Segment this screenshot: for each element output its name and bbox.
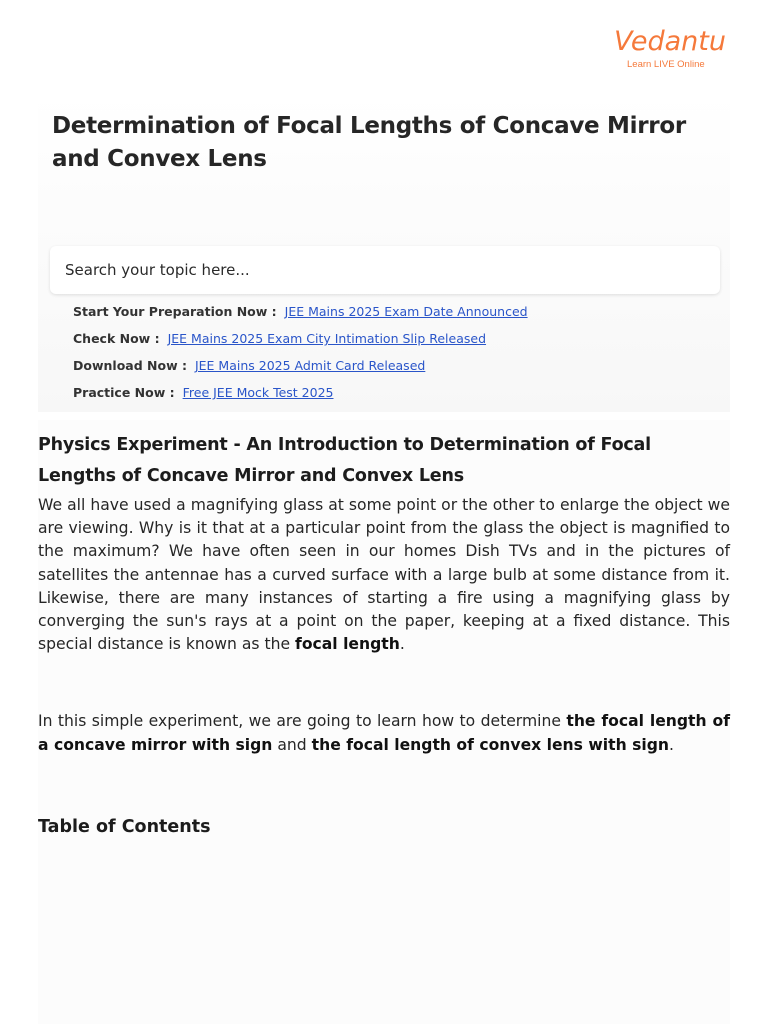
intro-paragraph (38, 494, 730, 656)
convex-lens-term: the focal length of convex lens with sign (311, 735, 669, 754)
notice-row (73, 298, 713, 325)
section-heading: Physics Experiment - An Introduction to Determination of Focal Lengths of Concave Mirror and Convex Lens (38, 435, 651, 486)
logo-tagline: Learn LIVE Online (627, 59, 705, 70)
experiment-paragraph (38, 710, 730, 756)
article-content (38, 430, 730, 837)
notice-label: Start Your Preparation Now : (73, 304, 277, 319)
toc-heading: Table of Contents (38, 816, 211, 837)
notice-link-exam-date[interactable]: JEE Mains 2025 Exam Date Announced (284, 304, 528, 319)
notice-label: Practice Now : (73, 385, 175, 400)
logo-wordmark: Vedantu (614, 26, 726, 57)
page-title: Determination of Focal Lengths of Concave Mirror and Convex Lens (52, 113, 686, 172)
notice-label: Download Now : (73, 358, 187, 373)
concave-mirror-term: the focal length of a concave mirror with sign (38, 712, 730, 754)
search-placeholder: Search your topic here... (65, 261, 250, 279)
experiment-text-2: and (272, 735, 312, 754)
focal-length-term: focal length (295, 635, 400, 654)
notice-link-mock-test[interactable]: Free JEE Mock Test 2025 (182, 385, 334, 400)
notice-label: Check Now : (73, 331, 160, 346)
notice-link-city-slip[interactable]: JEE Mains 2025 Exam City Intimation Slip Released (167, 331, 487, 346)
notice-link-admit-card[interactable]: JEE Mains 2025 Admit Card Released (194, 358, 426, 373)
intro-end: . (399, 635, 405, 654)
notice-row (73, 325, 713, 352)
announcement-list (73, 298, 713, 406)
experiment-text-1: In this simple experiment, we are going to learn how to determine (38, 712, 567, 731)
search-input[interactable] (50, 246, 720, 294)
notice-row (73, 352, 713, 379)
intro-text: We all have used a magnifying glass at some point or the other to enlarge the object we are viewing. Why is it that at a particular point from the glass the object is magnified to the maximum? We have often seen in our homes Dish TVs and in the pictures of satellites the antennae has a curved surface with a large bulb at some distance from it. Likewise, there are many instances of starting a fire using a magnifying glass by converging the sun's rays at a point on the paper, keeping at a fixed distance. This special distance is known as the (38, 496, 730, 654)
notice-row (73, 379, 713, 406)
experiment-end: . (669, 735, 674, 754)
vedantu-logo[interactable] (612, 22, 726, 72)
hero-section (38, 92, 730, 412)
